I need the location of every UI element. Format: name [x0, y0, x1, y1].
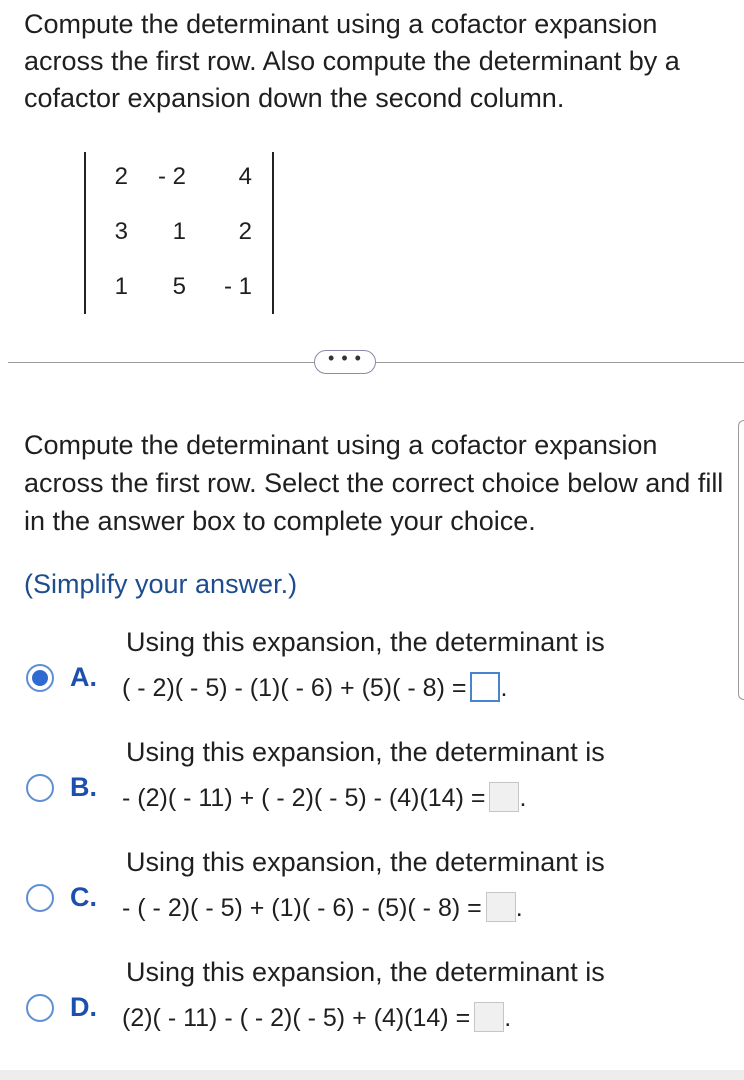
choice-text: Using this expansion, the determinant is: [126, 737, 605, 767]
choice-letter: C.: [70, 882, 97, 912]
radio-b[interactable]: [26, 774, 54, 802]
expand-more-button[interactable]: • • •: [314, 350, 376, 374]
choice-text: Using this expansion, the determinant is: [126, 627, 605, 657]
simplify-hint: (Simplify your answer.): [24, 569, 298, 599]
matrix-cell: 4: [238, 163, 252, 190]
answer-input[interactable]: [474, 1002, 504, 1032]
radio-c[interactable]: [26, 884, 54, 912]
choice-expression: - ( - 2)( - 5) + (1)( - 6) - (5)( - 8) =: [122, 894, 482, 922]
matrix-cell: 1: [172, 218, 186, 245]
choice-d[interactable]: [0, 952, 744, 1048]
choice-expression: - (2)( - 11) + ( - 2)( - 5) - (4)(14) =: [122, 784, 486, 812]
matrix-cell: - 2: [157, 163, 186, 190]
question-text: Compute the determinant using a cofactor expansion across the first row. Also compute the determinant by a cofactor expansion down the second column.: [24, 9, 680, 113]
matrix-cell: - 1: [223, 273, 252, 300]
period: .: [519, 784, 527, 812]
answer-input[interactable]: [486, 892, 516, 922]
choice-b[interactable]: [0, 732, 744, 828]
choice-a[interactable]: [0, 622, 744, 718]
choice-text: Using this expansion, the determinant is: [126, 957, 605, 987]
period: .: [500, 674, 508, 702]
answer-input[interactable]: [489, 782, 519, 812]
bottom-bar: [0, 1070, 744, 1080]
matrix-cell: 1: [114, 273, 128, 300]
period: .: [515, 894, 523, 922]
answer-input[interactable]: [470, 672, 500, 702]
choice-letter: A.: [70, 662, 97, 692]
choice-c[interactable]: [0, 842, 744, 938]
matrix-cell: 2: [114, 163, 128, 190]
choice-text: Using this expansion, the determinant is: [126, 847, 605, 877]
matrix-cell: 5: [172, 273, 186, 300]
choice-expression: ( - 2)( - 5) - (1)( - 6) + (5)( - 8) =: [122, 674, 467, 702]
radio-a[interactable]: [26, 664, 54, 692]
choice-expression: (2)( - 11) - ( - 2)( - 5) + (4)(14) =: [122, 1004, 471, 1032]
determinant-matrix: [84, 152, 274, 314]
matrix-cell: 2: [238, 218, 252, 245]
choice-letter: B.: [70, 772, 97, 802]
radio-d[interactable]: [26, 994, 54, 1022]
period: .: [504, 1004, 512, 1032]
matrix-cell: 3: [114, 218, 128, 245]
choice-letter: D.: [70, 992, 97, 1022]
section-divider: [8, 362, 744, 363]
prompt-text: Compute the determinant using a cofactor expansion across the first row. Select the correct choice below and fill in the answer box to complete your choice.: [24, 430, 724, 536]
